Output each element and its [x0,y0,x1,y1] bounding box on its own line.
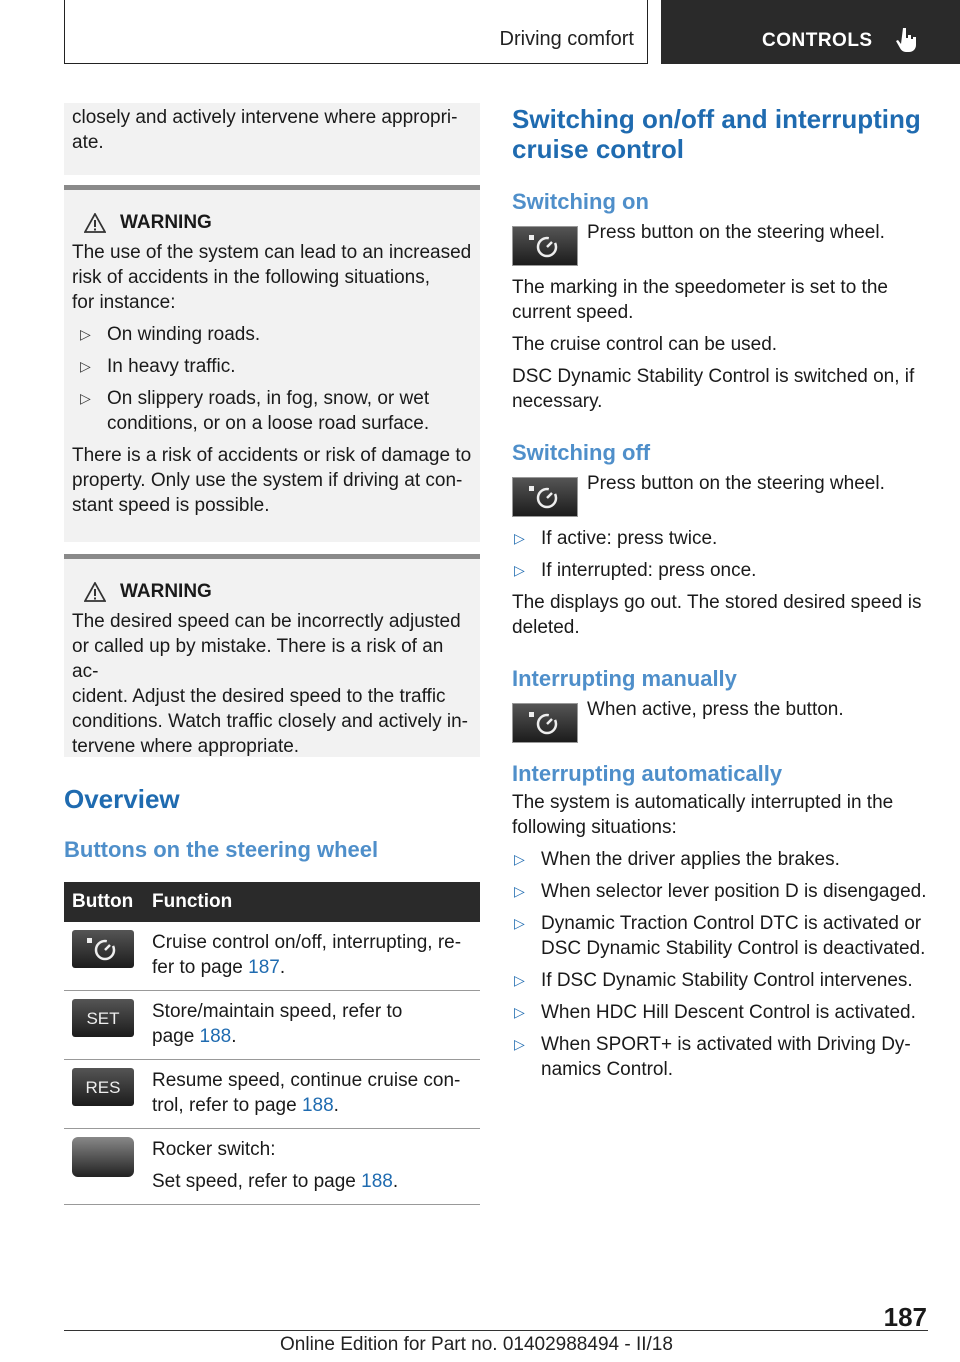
triangle-bullet-icon: ▷ [514,562,525,578]
warning-line: risk of accidents in the following situations, [72,267,431,288]
table-row [64,1060,480,1129]
cruise-control-icon [525,482,565,512]
triangle-bullet-icon: ▷ [514,883,525,899]
rocker-switch-image [72,1137,134,1177]
triangle-bullet-icon: ▷ [514,915,525,931]
warning-line: for instance: [72,292,176,313]
warning-triangle-icon [84,582,106,602]
warning-tail-line: stant speed is possible. [72,495,270,516]
triangle-bullet-icon: ▷ [80,358,91,374]
triangle-bullet-icon: ▷ [514,851,525,867]
table-row [64,1129,480,1205]
cruise-control-icon [525,231,565,261]
triangle-bullet-icon: ▷ [80,326,91,342]
warning-title-text: WARNING [120,212,212,233]
set-button-image: SET [72,999,134,1037]
footer-divider [64,1330,928,1331]
paragraph-line: The displays go out. The stored desired speed is [512,592,922,613]
list-item: ▷ On slippery roads, in fog, snow, or wet conditions, or on a loose road surface. [80,388,430,434]
warning-title [72,581,472,603]
intro-box [64,103,480,175]
table-header-row [64,882,480,922]
switching-off-heading: Switching off [512,440,651,465]
list-item: ▷ When selector lever position D is disengaged. [514,881,927,902]
list-item: ▷ When HDC Hill Descent Control is activated. [514,1002,916,1023]
warning-box [64,185,480,542]
triangle-bullet-icon: ▷ [514,1036,525,1052]
paragraph-line: deleted. [512,617,580,638]
footer-edition: Online Edition for Part no. 01402988494 - II/18 [280,1334,673,1355]
warning-line: The desired speed can be incorrectly adjusted [72,611,461,632]
warning-tail-line: There is a risk of accidents or risk of damage to [72,445,472,466]
warning-title-text: WARNING [120,581,212,602]
left-column [64,103,480,1205]
triangle-bullet-icon: ▷ [514,1004,525,1020]
list-item: ▷ In heavy traffic. [80,356,236,377]
header-tab-label: CONTROLS [762,30,873,51]
cruise-control-button-image [72,930,134,968]
switching-off-list [512,526,928,583]
cruise-control-button-image [512,226,578,266]
right-column [512,104,928,1089]
warning-line: cident. Adjust the desired speed to the traffic [72,686,446,707]
table-row [64,991,480,1060]
warning-line: tervene where appropriate. [72,736,300,757]
cruise-control-button-image [512,703,578,743]
header-tab [661,0,960,64]
column-header-function: Function [144,882,480,922]
hand-pointer-icon [895,26,919,54]
list-item: ▷ Dynamic Traction Control DTC is activated or DSC Dynamic Stability Control is deactivated. [514,913,926,959]
list-item: ▷ On winding roads. [80,324,261,345]
button-instruction: When active, press the button. [512,697,928,737]
function-cell: Cruise control on/off, interrupting, re- fer to page 187. [144,922,480,991]
function-cell: Rocker switch: Set speed, refer to page 188. [144,1129,480,1205]
list-item: ▷ If DSC Dynamic Stability Control intervenes. [514,970,913,991]
function-cell: Store/maintain speed, refer to page 188. [144,991,480,1060]
cruise-control-icon [525,708,565,738]
overview-heading: Overview [64,784,180,814]
function-cell: Resume speed, continue cruise con- trol, refer to page 188. [144,1060,480,1129]
res-button-image: RES [72,1068,134,1106]
list-item: ▷ When the driver applies the brakes. [514,849,840,870]
paragraph-line: necessary. [512,391,603,412]
paragraph-line: following situations: [512,817,677,838]
paragraph-line: The system is automatically interrupted in the [512,792,894,813]
page-number: 187 [883,1302,927,1332]
buttons-heading: Buttons on the steering wheel [64,837,379,862]
button-instruction: Press button on the steering wheel. [512,220,928,260]
buttons-table [64,882,480,1205]
list-item: ▷ If active: press twice. [514,528,718,549]
warning-bullet-list [72,322,472,436]
cruise-control-icon [83,934,123,964]
interrupting-automatically-list [512,847,928,1082]
column-header-button: Button [64,882,144,922]
button-instruction: Press button on the steering wheel. [512,471,928,511]
intro-line: closely and actively intervene where appropri- [72,107,458,128]
table-row [64,922,480,991]
warning-line: The use of the system can lead to an increased [72,242,472,263]
warning-box [64,554,480,757]
page-link[interactable]: 188 [199,1026,232,1047]
header-section-title: Driving comfort [499,28,634,50]
main-heading: Switching on/off and interrupting cruise control [512,104,921,164]
paragraph-line: current speed. [512,302,634,323]
warning-line: or called up by mistake. There is a risk of an ac- [72,636,444,682]
intro-line: ate. [72,132,104,153]
triangle-bullet-icon: ▷ [80,390,91,406]
interrupting-manually-heading: Interrupting manually [512,666,737,691]
list-item: ▷ When SPORT+ is activated with Driving Dy- namics Control. [514,1034,911,1080]
cruise-control-button-image [512,477,578,517]
page-link[interactable]: 188 [301,1095,334,1116]
warning-line: conditions. Watch traffic closely and actively in- [72,711,469,732]
warning-title [72,212,472,234]
warning-tail-line: property. Only use the system if driving at con- [72,470,463,491]
interrupting-automatically-heading: Interrupting automatically [512,761,783,786]
warning-triangle-icon [84,213,106,233]
triangle-bullet-icon: ▷ [514,972,525,988]
paragraph-line: DSC Dynamic Stability Control is switched on, if [512,366,915,387]
switching-on-heading: Switching on [512,189,649,214]
triangle-bullet-icon: ▷ [514,530,525,546]
paragraph-line: The marking in the speedometer is set to the [512,277,888,298]
page-link[interactable]: 188 [361,1171,393,1192]
page-link[interactable]: 187 [248,957,280,978]
paragraph-line: The cruise control can be used. [512,334,778,355]
list-item: ▷ If interrupted: press once. [514,560,757,581]
